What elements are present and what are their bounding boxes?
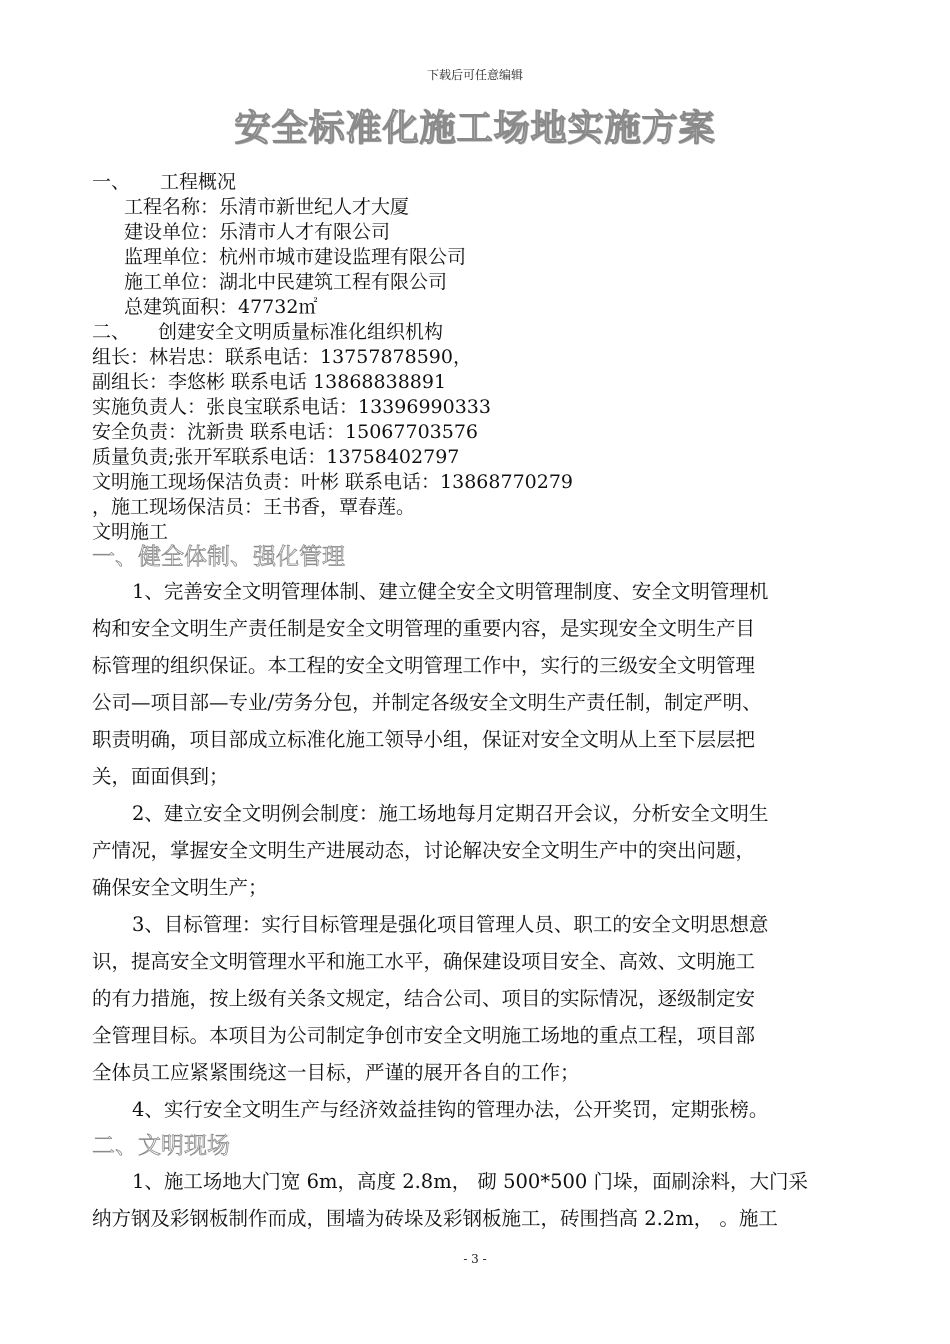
quality-lead-line: 质量负责;张开军联系电话：13758402797 — [92, 446, 460, 468]
implementation-lead-line: 实施负责人：张良宝联系电话：13396990333 — [92, 396, 491, 418]
paragraph-line: 的有力措施，按上级有关条文规定，结合公司、项目的实际情况，逐级制定安 — [92, 987, 756, 1010]
paragraph-line: 1、施工场地大门宽 6m，高度 2.8m， 砌 500*500 门垛，面刷涂料，大门采 — [132, 1170, 808, 1193]
construction-unit-line: 施工单位：湖北中民建筑工程有限公司 — [124, 271, 448, 293]
total-area-line: 总建筑面积：47732㎡ — [124, 296, 318, 318]
paragraph-line: 确保安全文明生产； — [92, 876, 268, 899]
project-name-line: 工程名称：乐清市新世纪人才大厦 — [124, 196, 410, 218]
paragraph-line: 纳方钢及彩钢板制作而成，围墙为砖垛及彩钢板施工，砖围挡高 2.2m， 。施工 — [92, 1207, 778, 1230]
deputy-leader-line: 副组长：李悠彬 联系电话 13868838891 — [92, 371, 447, 393]
paragraph-line: 公司—项目部—专业/劳务分包，并制定各级安全文明生产责任制，制定严明、 — [92, 691, 762, 714]
part2-heading: 二、文明现场 — [92, 1133, 230, 1159]
civilized-construction-label: 文明施工 — [92, 521, 169, 543]
paragraph-line: 3、目标管理：实行目标管理是强化项目管理人员、职工的安全文明思想意 — [132, 913, 769, 936]
document-title: 安全标准化施工场地实施方案 — [234, 108, 716, 149]
builder-unit-line: 建设单位：乐清市人才有限公司 — [124, 221, 391, 243]
paragraph-line: 2、建立安全文明例会制度：施工场地每月定期召开会议，分析安全文明生 — [132, 802, 769, 825]
paragraph-line: 标管理的组织保证。本工程的安全文明管理工作中，实行的三级安全文明管理 — [92, 654, 756, 677]
paragraph-line: 产情况，掌握安全文明生产进展动态，讨论解决安全文明生产中的突出问题， — [92, 839, 756, 862]
paragraph-line: 1、完善安全文明管理体制、建立健全安全文明管理制度、安全文明管理机 — [132, 580, 769, 603]
paragraph-line: 全管理目标。本项目为公司制定争创市安全文明施工场地的重点工程，项目部 — [92, 1024, 756, 1047]
section1-heading: 工程概况 — [160, 171, 237, 193]
paragraph-line: 构和安全文明生产责任制是安全文明管理的重要内容，是实现安全文明生产目 — [92, 617, 756, 640]
part1-heading: 一、健全体制、强化管理 — [92, 544, 345, 570]
safety-lead-line: 安全负责：沈新贵 联系电话：15067703576 — [92, 421, 479, 443]
leader-line: 组长：林岩忠：联系电话：13757878590， — [92, 346, 472, 368]
paragraph-line: 4、实行安全文明生产与经济效益挂钩的管理办法，公开奖罚，定期张榜。 — [132, 1098, 769, 1121]
section2-heading-number: 二、 — [92, 321, 131, 343]
paragraph-line: 关，面面俱到； — [92, 765, 229, 788]
page-number: - 3 - — [463, 1252, 487, 1266]
cleaners-line: ，施工现场保洁员：王书香，覃春莲。 — [92, 496, 416, 518]
header-note: 下载后可任意编辑 — [426, 68, 523, 82]
section1-heading-number: 一、 — [92, 171, 131, 193]
cleaning-lead-line: 文明施工现场保洁负责：叶彬 联系电话：13868770279 — [92, 471, 574, 493]
paragraph-line: 全体员工应紧紧围绕这一目标，严谨的展开各自的工作； — [92, 1061, 580, 1084]
paragraph-line: 职责明确，项目部成立标准化施工领导小组，保证对安全文明从上至下层层把 — [92, 728, 756, 751]
supervisor-unit-line: 监理单位：杭州市城市建设监理有限公司 — [124, 246, 467, 268]
paragraph-line: 识，提高安全文明管理水平和施工水平，确保建设项目安全、高效、文明施工 — [92, 950, 756, 973]
section2-heading: 创建安全文明质量标准化组织机构 — [158, 321, 444, 343]
